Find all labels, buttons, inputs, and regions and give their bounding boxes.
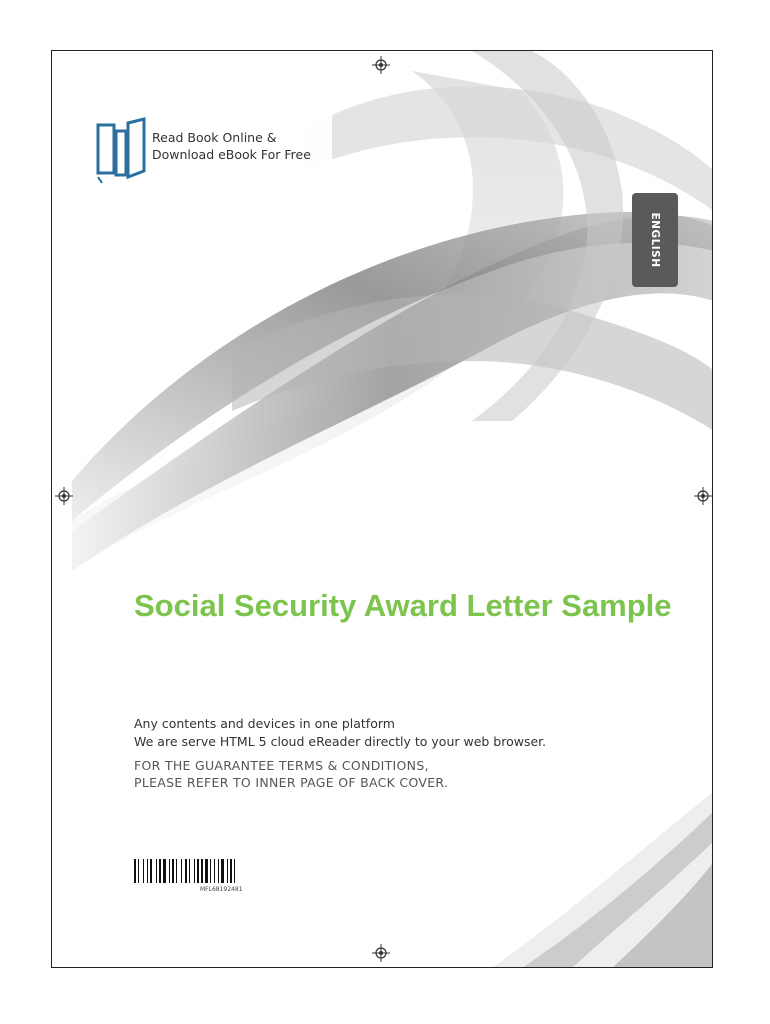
- registration-mark-bottom: [372, 944, 390, 962]
- registration-mark-left: [55, 487, 73, 505]
- open-book-icon: [96, 117, 148, 187]
- logo-text: [152, 129, 311, 163]
- guarantee-notice: [134, 757, 448, 791]
- registration-mark-right: [694, 487, 712, 505]
- barcode-number: MFL68192481: [200, 886, 243, 893]
- barcode: [134, 859, 304, 885]
- guarantee-line-1: FOR THE GUARANTEE TERMS & CONDITIONS,: [134, 758, 429, 773]
- logo-line-1: Read Book Online &: [152, 130, 277, 145]
- tagline-line-2: We are serve HTML 5 cloud eReader directly to your web browser.: [134, 734, 547, 749]
- guarantee-line-2: PLEASE REFER TO INNER PAGE OF BACK COVER.: [134, 775, 449, 790]
- registration-mark-top: [372, 56, 390, 74]
- book-title: Social Security Award Letter Sample: [134, 588, 672, 623]
- logo: [92, 111, 332, 197]
- logo-line-2: Download eBook For Free: [152, 147, 311, 162]
- language-tab[interactable]: [632, 193, 678, 287]
- language-label: ENGLISH: [649, 212, 661, 268]
- tagline: [134, 715, 546, 751]
- book-cover: [51, 50, 713, 968]
- tagline-line-1: Any contents and devices in one platform: [134, 716, 395, 731]
